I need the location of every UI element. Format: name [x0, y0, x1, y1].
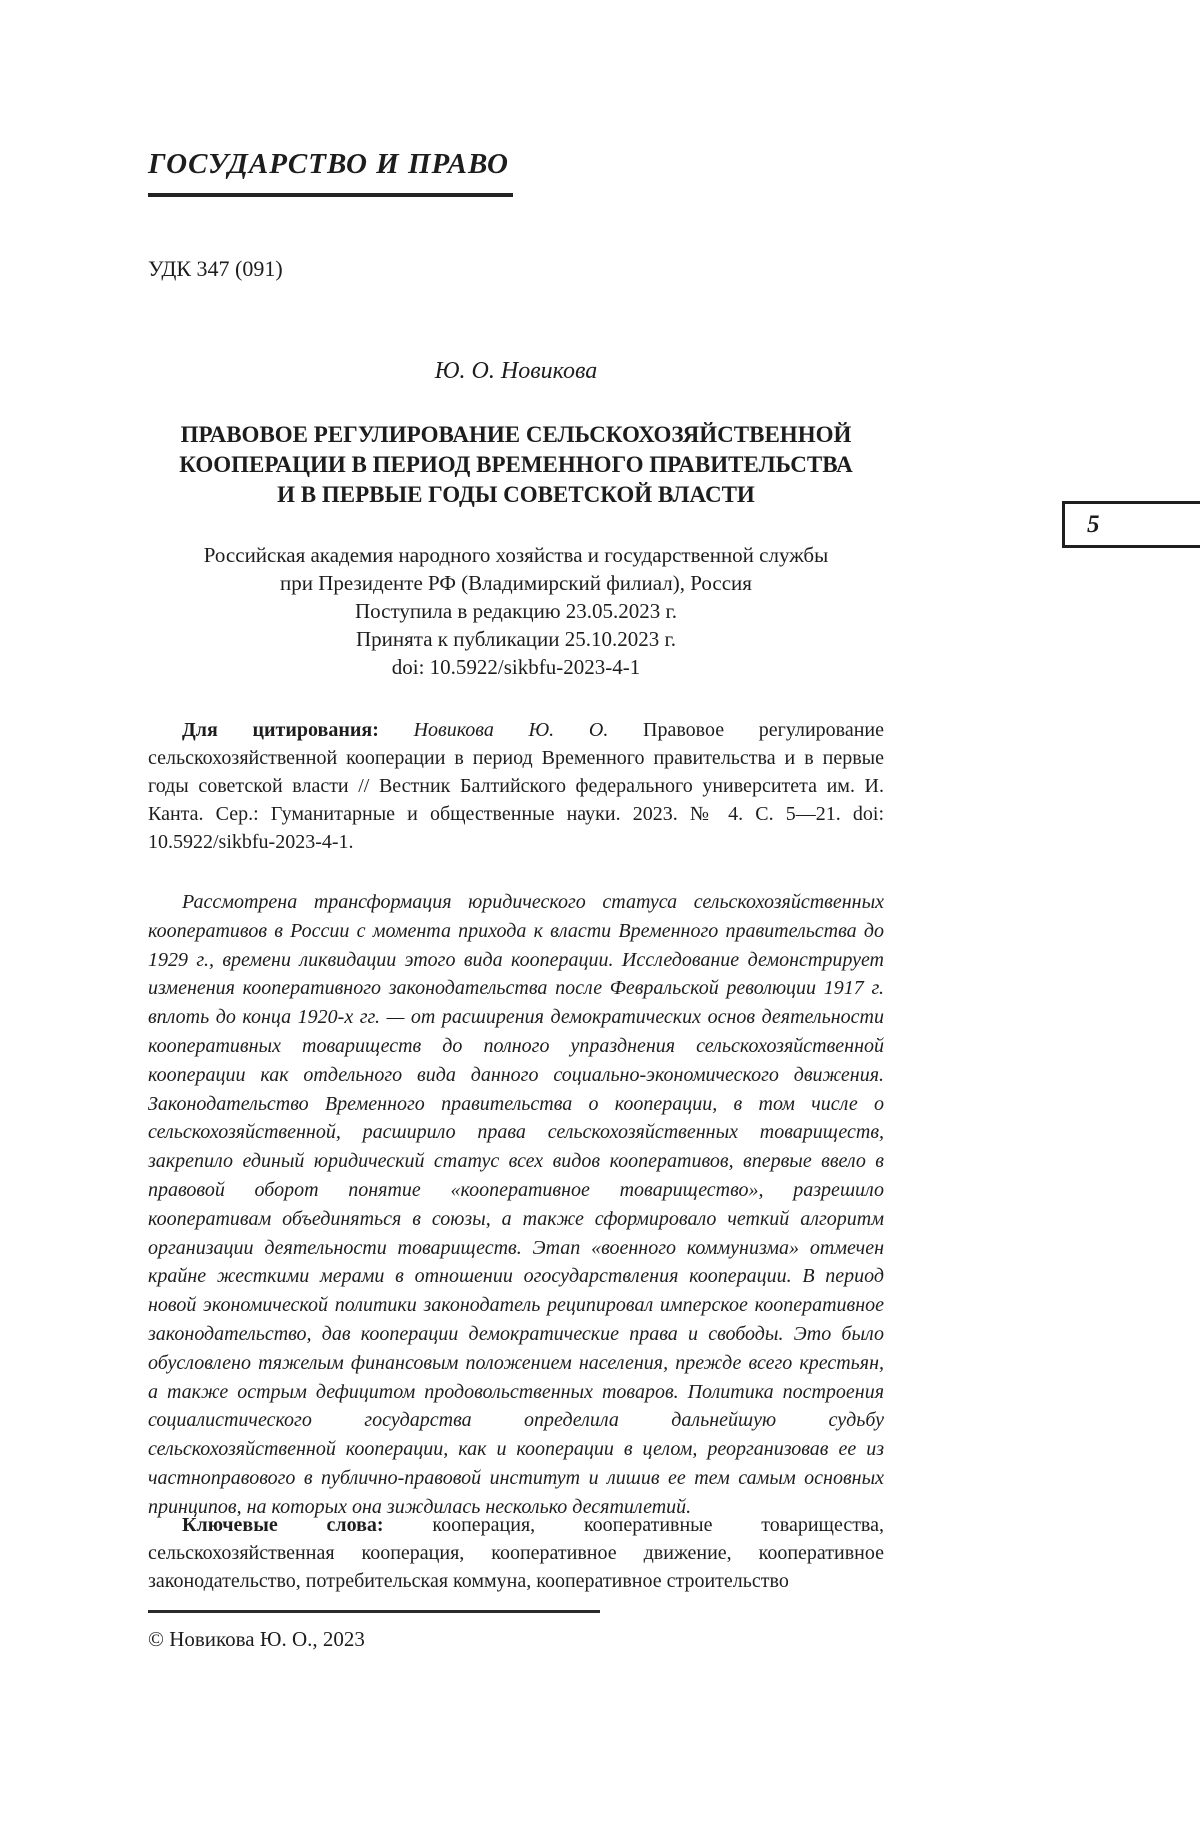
udc-number: УДК 347 (091) [148, 256, 283, 281]
citation-label: Для цитирования: [182, 719, 379, 741]
citation-text: Правовое регулирование сельскохозяйственной кооперации в период Временного правительства и в первые годы советской власти // Вестник Балтийского федерального университета им. И. Канта. Сер.: Гуманитарные и общественные науки. 2023. № 4. С. 5—21. doi: 10.5922/sikbfu-2023-4-1. [148, 719, 885, 853]
citation-author: Новикова Ю. О. [413, 719, 609, 741]
title-line: И В ПЕРВЫЕ ГОДЫ СОВЕТСКОЙ ВЛАСТИ [277, 482, 755, 507]
copyright-notice: © Новикова Ю. О., 2023 [148, 1627, 365, 1651]
keywords-label: Ключевые слова: [182, 1514, 384, 1536]
accepted-date-line: Принята к публикации 25.10.2023 г. [355, 627, 676, 651]
abstract-paragraph: Рассмотрена трансформация юридического статуса сельскохозяйственных кооперативов в России с момента прихода к власти Временного правительства до 1929 г., времени ликвидации этого вида кооперации. Исследование демонстрирует изменения кооперативного законодательства после Февральской революции 1917 г. вплоть до конца 1920-х гг. — от расширения демократических основ деятельности кооперативных товариществ до полного упразднения сельскохозяйственной кооперации как отдельного вида данного социально-экономического движения. Законодательство Временного правительства о кооперации, в том числе о сельскохозяйственной, расширило права сельскохозяйственных товариществ, закрепило единый юридический статус всех видов кооперативов, впервые ввело в правовой оборот понятие «кооперативное товарищество», разрешило кооперативам объединяться в союзы, а также сформировало четкий алгоритм организации деятельности товариществ. Этап «военного коммунизма» отмечен крайне жесткими мерами в отношении огосударствления кооперации. В период новой экономической политики законодатель реципировал имперское кооперативное законодательство, дав кооперации демократические права и свободы. Это было обусловлено тяжелым финансовым положением населения, прежде всего крестьян, а также острым дефицитом продовольственных товаров. Политика построения социалистического государства определила дальнейшую судьбу сельскохозяйственной кооперации, как и кооперации в целом, реорганизовав ее из частноправового в публично-правовой институт и лишив ее тем самым основных принципов, на которых она зиждилась несколько десятилетий. [148, 891, 884, 1518]
keywords-paragraph [148, 1511, 884, 1595]
article-title [148, 420, 884, 510]
citation-paragraph [148, 716, 884, 856]
affiliation-line: при Президенте РФ (Владимирский филиал), Россия [280, 571, 752, 595]
title-line: ПРАВОВОЕ РЕГУЛИРОВАНИЕ СЕЛЬСКОХОЗЯЙСТВЕННОЙ [180, 422, 852, 447]
received-date-line: Поступила в редакцию 23.05.2023 г. [354, 599, 677, 623]
doi-line: doi: 10.5922/sikbfu-2023-4-1 [391, 655, 641, 679]
keywords-text: кооперация, кооперативные товарищества, сельскохозяйственная кооперация, кооперативное движение, кооперативное законодательство, потребительская коммуна, кооперативное строительство [148, 1514, 884, 1592]
affiliation-block [148, 541, 884, 681]
page-number: 5 [1087, 510, 1100, 538]
affiliation-line: Российская академия народного хозяйства и государственной службы [203, 543, 829, 567]
author-name: Ю. О. Новикова [434, 358, 598, 384]
page-number-box [1062, 501, 1200, 548]
title-line: КООПЕРАЦИИ В ПЕРИОД ВРЕМЕННОГО ПРАВИТЕЛЬСТВА [179, 452, 853, 477]
running-head: ГОСУДАРСТВО И ПРАВО [148, 148, 513, 197]
footnote-divider [148, 1610, 600, 1613]
